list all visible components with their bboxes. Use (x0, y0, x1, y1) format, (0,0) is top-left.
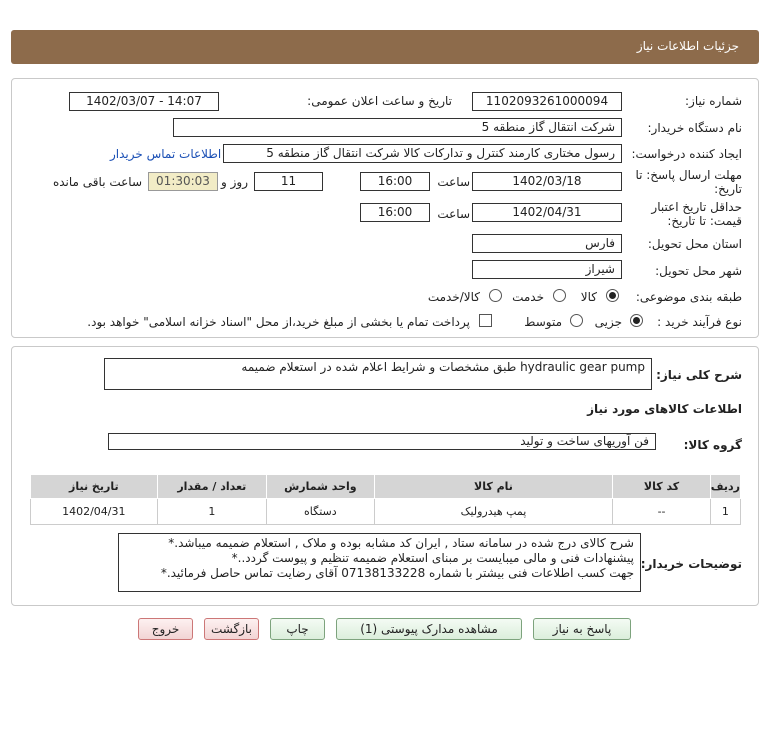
price-validity-date-field: 1402/04/31 (472, 203, 622, 222)
buyer-notes-label: توضیحات خریدار: (640, 557, 742, 571)
need-number-field: 1102093261000094 (472, 92, 622, 111)
announce-datetime-field: 1402/03/07 - 14:07 (69, 92, 219, 111)
buyer-notes-box (118, 533, 641, 592)
buyer-org-field: شرکت انتقال گاز منطقه 5 (173, 118, 622, 137)
summary-field: hydraulic gear pump طبق مشخصات و شرایط اعلام شده در استعلام ضمیمه (104, 358, 652, 390)
buyer-org-label: نام دستگاه خریدار: (647, 121, 742, 135)
process-label: نوع فرآیند خرید : (657, 315, 742, 329)
price-validity-label-1: حداقل تاریخ اعتبار (651, 200, 742, 214)
goods-group-field: فن آوریهای ساخت و تولید (108, 433, 656, 450)
col-header-need-date: تاریخ نیاز (31, 475, 158, 499)
cell-unit: دستگاه (267, 499, 375, 525)
print-button[interactable]: چاپ (270, 618, 325, 640)
process-radio-minor[interactable] (630, 314, 643, 327)
price-validity-label-2: قیمت: تا تاریخ: (667, 214, 742, 228)
goods-table-header-row (31, 475, 741, 499)
category-label: طبقه بندی موضوعی: (635, 290, 742, 304)
reply-deadline-date-field: 1402/03/18 (472, 172, 622, 191)
category-radio-service[interactable] (553, 289, 566, 302)
reply-deadline-days-field: 11 (254, 172, 323, 191)
page-title: جزئیات اطلاعات نیاز (636, 39, 739, 53)
reply-deadline-days-label: روز و (221, 175, 248, 189)
treasury-payment-checkbox[interactable] (479, 314, 492, 327)
buyer-note-line-2: پیشنهادات فنی و مالی میبایست بر مبنای استعلام ضمیمه تنظیم و پیوست گردد..* (231, 551, 634, 565)
exit-button[interactable]: خروج (138, 618, 193, 640)
process-option-minor: جزیی (594, 315, 622, 329)
summary-label: شرح کلی نیاز: (656, 368, 742, 382)
process-radio-medium[interactable] (570, 314, 583, 327)
page-header (11, 30, 759, 64)
city-label: شهر محل تحویل: (655, 264, 742, 278)
reply-button[interactable]: پاسخ به نیاز (533, 618, 631, 640)
reply-deadline-time-label: ساعت (437, 175, 470, 189)
back-button[interactable]: بازگشت (204, 618, 259, 640)
price-validity-time-field: 16:00 (360, 203, 430, 222)
need-number-label: شماره نیاز: (685, 94, 742, 108)
cell-quantity: 1 (157, 499, 266, 525)
cell-need-date: 1402/04/31 (31, 499, 158, 525)
requester-field: رسول مختاری کارمند کنترل و تدارکات کالا شرکت انتقال گاز منطقه 5 (223, 144, 622, 163)
treasury-payment-note: پرداخت تمام یا بخشی از مبلغ خرید،از محل "اسناد خزانه اسلامی" خواهد بود. (87, 315, 470, 329)
category-radio-goods[interactable] (606, 289, 619, 302)
category-option-service: خدمت (512, 290, 544, 304)
col-header-quantity: تعداد / مقدار (157, 475, 266, 499)
table-row (31, 499, 741, 525)
col-header-item-code: کد کالا (613, 475, 710, 499)
province-field: فارس (472, 234, 622, 253)
reply-deadline-label-1: مهلت ارسال پاسخ: تا (635, 168, 742, 182)
buyer-contact-link[interactable]: اطلاعات تماس خریدار (110, 147, 222, 161)
buyer-note-line-3: جهت کسب اطلاعات فنی بیشتر با شماره 07138133228 آقای رضایت تماس حاصل فرمائید.* (160, 566, 634, 580)
col-header-row-number: ردیف (710, 475, 740, 499)
city-field: شیراز (472, 260, 622, 279)
view-attachments-button[interactable]: مشاهده مدارک پیوستی (1) (336, 618, 522, 640)
reply-deadline-time-field: 16:00 (360, 172, 430, 191)
province-label: استان محل تحویل: (647, 237, 742, 251)
category-radio-goods-service[interactable] (489, 289, 502, 302)
remaining-time-field: 01:30:03 (148, 172, 218, 191)
cell-item-code: -- (613, 499, 710, 525)
category-option-goods: کالا (580, 290, 597, 304)
goods-table (30, 474, 741, 525)
cell-item-name: پمپ هیدرولیک (374, 499, 613, 525)
cell-row-number: 1 (710, 499, 740, 525)
category-option-goods-service: کالا/خدمت (427, 290, 480, 304)
announce-datetime-label: تاریخ و ساعت اعلان عمومی: (307, 94, 452, 108)
remaining-time-label: ساعت باقی مانده (52, 175, 142, 189)
buyer-note-line-1: شرح کالای درج شده در سامانه ستاد , ایران کد مشابه بوده و ملاک , استعلام ضمیمه میباشد.* (168, 536, 634, 550)
col-header-item-name: نام کالا (374, 475, 613, 499)
requester-label: ایجاد کننده درخواست: (631, 147, 742, 161)
goods-section-title: اطلاعات کالاهای مورد نیاز (587, 402, 742, 416)
process-option-medium: متوسط (524, 315, 562, 329)
col-header-unit: واحد شمارش (267, 475, 375, 499)
reply-deadline-label-2: تاریخ: (714, 182, 742, 196)
price-validity-time-label: ساعت (437, 207, 470, 221)
goods-group-label: گروه کالا: (683, 438, 742, 452)
